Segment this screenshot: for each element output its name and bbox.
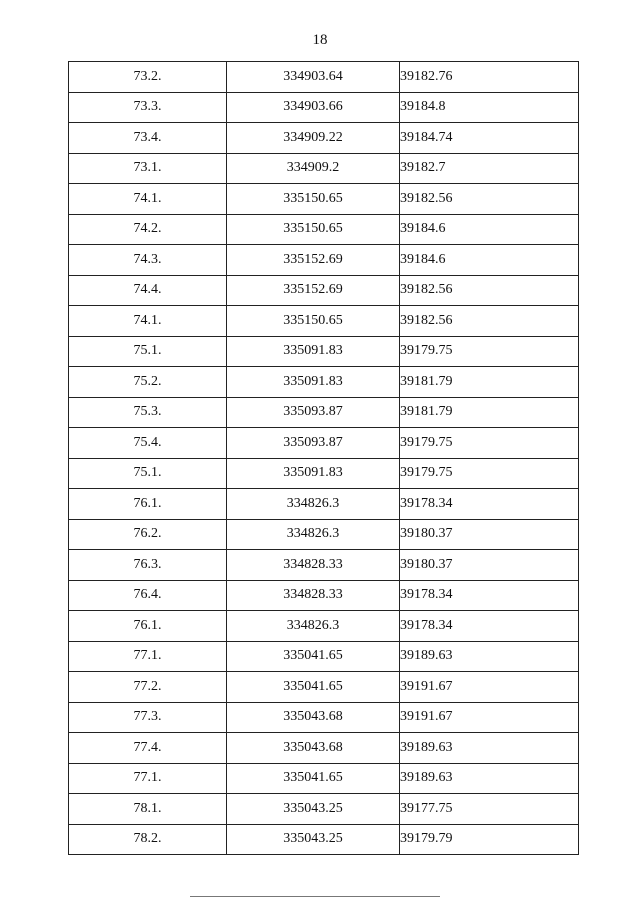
y-coordinate-cell: 39179.75 <box>400 336 579 367</box>
table-row <box>69 702 579 733</box>
bottom-rule <box>190 896 440 897</box>
point-cell: 75.3. <box>69 397 227 428</box>
x-coordinate-cell: 334826.3 <box>227 611 400 642</box>
point-cell: 77.1. <box>69 763 227 794</box>
point-cell: 74.3. <box>69 245 227 276</box>
x-coordinate-cell: 335043.68 <box>227 702 400 733</box>
y-coordinate-cell: 39179.75 <box>400 458 579 489</box>
y-coordinate-cell: 39181.79 <box>400 367 579 398</box>
table-row <box>69 458 579 489</box>
table-row <box>69 367 579 398</box>
y-coordinate-cell: 39178.34 <box>400 489 579 520</box>
y-coordinate-cell: 39184.74 <box>400 123 579 154</box>
point-cell: 77.3. <box>69 702 227 733</box>
y-coordinate-cell: 39184.6 <box>400 245 579 276</box>
table-row <box>69 519 579 550</box>
x-coordinate-cell: 335091.83 <box>227 458 400 489</box>
table-row <box>69 92 579 123</box>
x-coordinate-cell: 334826.3 <box>227 489 400 520</box>
table-row <box>69 123 579 154</box>
y-coordinate-cell: 39180.37 <box>400 519 579 550</box>
x-coordinate-cell: 335150.65 <box>227 214 400 245</box>
x-coordinate-cell: 334903.64 <box>227 62 400 93</box>
x-coordinate-cell: 334826.3 <box>227 519 400 550</box>
y-coordinate-cell: 39182.7 <box>400 153 579 184</box>
point-cell: 76.3. <box>69 550 227 581</box>
x-coordinate-cell: 335150.65 <box>227 306 400 337</box>
point-cell: 77.1. <box>69 641 227 672</box>
y-coordinate-cell: 39178.34 <box>400 611 579 642</box>
x-coordinate-cell: 335041.65 <box>227 641 400 672</box>
x-coordinate-cell: 334828.33 <box>227 580 400 611</box>
point-cell: 74.4. <box>69 275 227 306</box>
y-coordinate-cell: 39182.56 <box>400 275 579 306</box>
table-row <box>69 672 579 703</box>
x-coordinate-cell: 335041.65 <box>227 672 400 703</box>
table-row <box>69 153 579 184</box>
table-row <box>69 62 579 93</box>
y-coordinate-cell: 39182.56 <box>400 306 579 337</box>
table-row <box>69 794 579 825</box>
point-cell: 75.1. <box>69 336 227 367</box>
y-coordinate-cell: 39191.67 <box>400 702 579 733</box>
x-coordinate-cell: 335091.83 <box>227 367 400 398</box>
y-coordinate-cell: 39180.37 <box>400 550 579 581</box>
point-cell: 77.4. <box>69 733 227 764</box>
y-coordinate-cell: 39179.79 <box>400 824 579 855</box>
y-coordinate-cell: 39182.76 <box>400 62 579 93</box>
table-row <box>69 428 579 459</box>
table-row <box>69 214 579 245</box>
table-row <box>69 306 579 337</box>
y-coordinate-cell: 39189.63 <box>400 733 579 764</box>
y-coordinate-cell: 39184.8 <box>400 92 579 123</box>
x-coordinate-cell: 335041.65 <box>227 763 400 794</box>
coordinates-table-body <box>69 62 579 855</box>
point-cell: 75.1. <box>69 458 227 489</box>
y-coordinate-cell: 39184.6 <box>400 214 579 245</box>
table-row <box>69 641 579 672</box>
x-coordinate-cell: 334828.33 <box>227 550 400 581</box>
point-cell: 76.1. <box>69 489 227 520</box>
point-cell: 74.1. <box>69 306 227 337</box>
y-coordinate-cell: 39181.79 <box>400 397 579 428</box>
point-cell: 73.1. <box>69 153 227 184</box>
y-coordinate-cell: 39182.56 <box>400 184 579 215</box>
y-coordinate-cell: 39178.34 <box>400 580 579 611</box>
point-cell: 74.2. <box>69 214 227 245</box>
x-coordinate-cell: 335152.69 <box>227 245 400 276</box>
coordinates-table <box>68 61 579 855</box>
x-coordinate-cell: 334903.66 <box>227 92 400 123</box>
x-coordinate-cell: 335152.69 <box>227 275 400 306</box>
point-cell: 76.1. <box>69 611 227 642</box>
x-coordinate-cell: 335091.83 <box>227 336 400 367</box>
point-cell: 77.2. <box>69 672 227 703</box>
x-coordinate-cell: 335093.87 <box>227 397 400 428</box>
y-coordinate-cell: 39179.75 <box>400 428 579 459</box>
table-row <box>69 184 579 215</box>
point-cell: 76.4. <box>69 580 227 611</box>
y-coordinate-cell: 39189.63 <box>400 763 579 794</box>
table-row <box>69 763 579 794</box>
x-coordinate-cell: 334909.22 <box>227 123 400 154</box>
table-row <box>69 550 579 581</box>
x-coordinate-cell: 334909.2 <box>227 153 400 184</box>
x-coordinate-cell: 335150.65 <box>227 184 400 215</box>
point-cell: 73.3. <box>69 92 227 123</box>
point-cell: 75.2. <box>69 367 227 398</box>
point-cell: 78.1. <box>69 794 227 825</box>
table-row <box>69 245 579 276</box>
point-cell: 74.1. <box>69 184 227 215</box>
y-coordinate-cell: 39189.63 <box>400 641 579 672</box>
x-coordinate-cell: 335043.25 <box>227 824 400 855</box>
table-row <box>69 733 579 764</box>
table-row <box>69 611 579 642</box>
y-coordinate-cell: 39191.67 <box>400 672 579 703</box>
point-cell: 73.4. <box>69 123 227 154</box>
point-cell: 78.2. <box>69 824 227 855</box>
table-row <box>69 489 579 520</box>
x-coordinate-cell: 335043.68 <box>227 733 400 764</box>
table-row <box>69 397 579 428</box>
point-cell: 76.2. <box>69 519 227 550</box>
point-cell: 73.2. <box>69 62 227 93</box>
point-cell: 75.4. <box>69 428 227 459</box>
table-row <box>69 336 579 367</box>
y-coordinate-cell: 39177.75 <box>400 794 579 825</box>
table-row <box>69 275 579 306</box>
x-coordinate-cell: 335093.87 <box>227 428 400 459</box>
x-coordinate-cell: 335043.25 <box>227 794 400 825</box>
table-row <box>69 824 579 855</box>
table-row <box>69 580 579 611</box>
page-number: 18 <box>312 32 328 48</box>
